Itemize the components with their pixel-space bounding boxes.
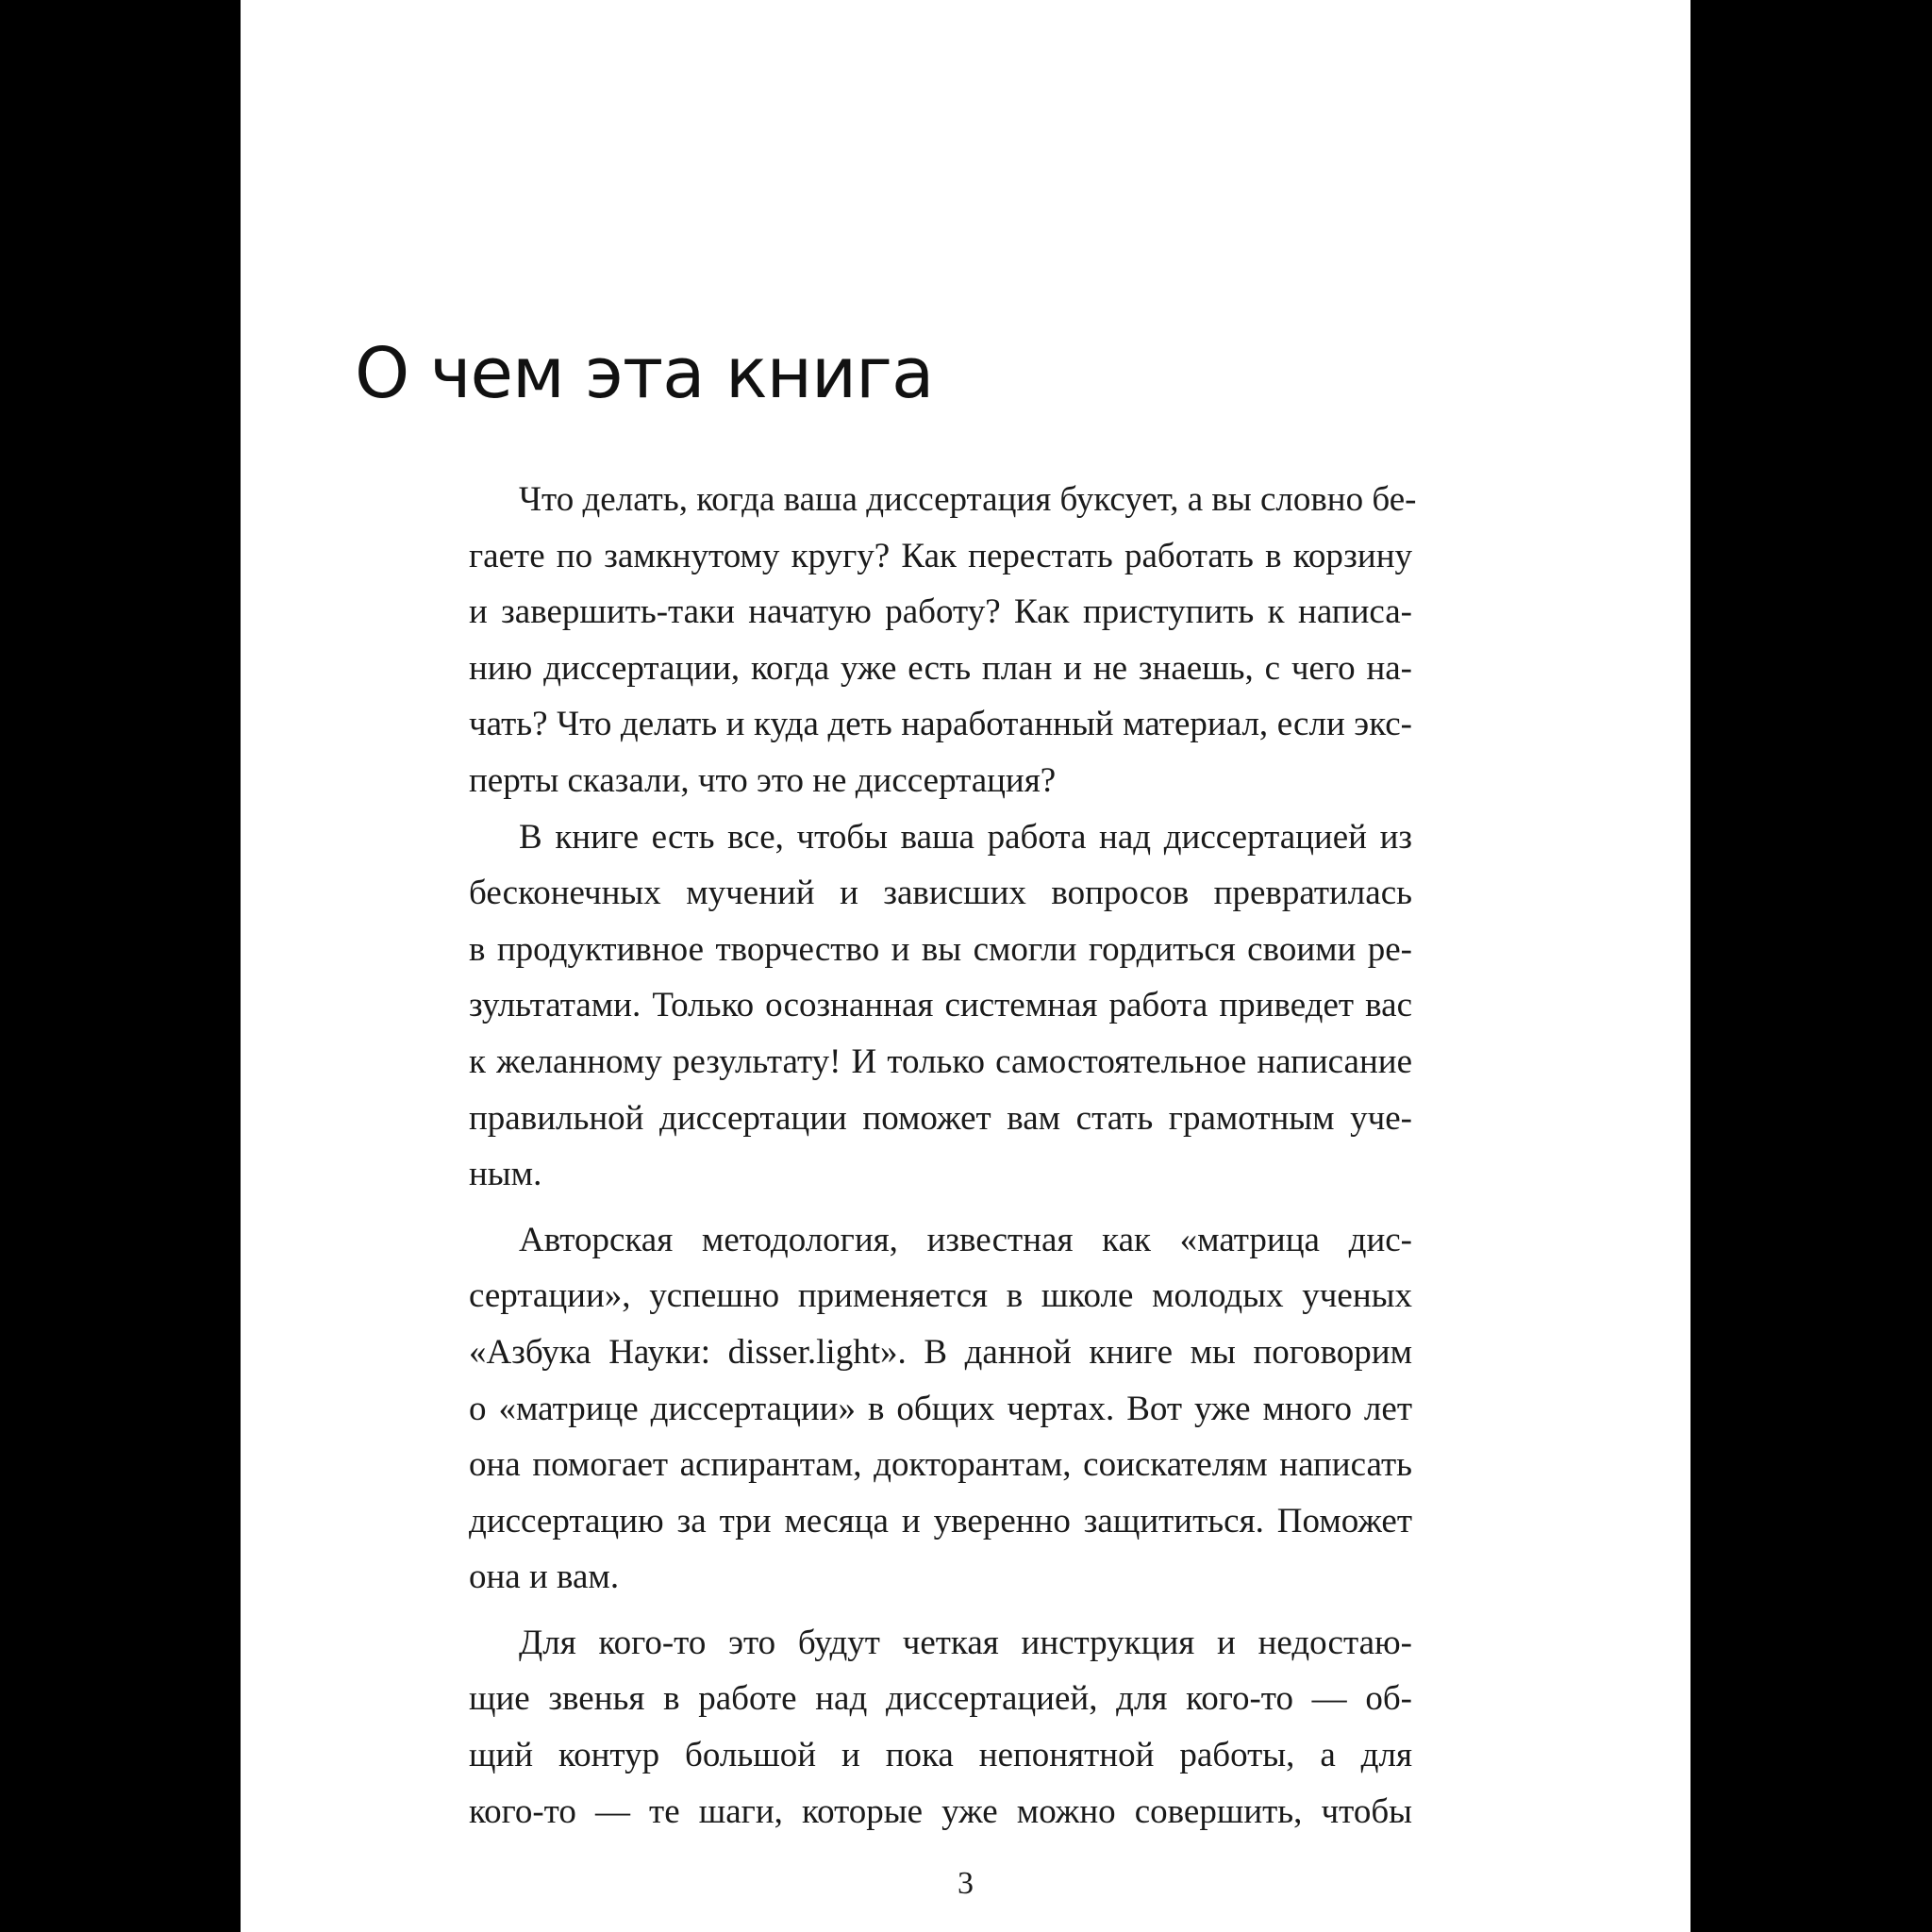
text-line: Для кого-то это будут четкая инструкция и недостаю- — [519, 1623, 1412, 1662]
paragraph-gap — [469, 1606, 1412, 1615]
text-line: она и вам. — [469, 1557, 620, 1597]
text-line: чать? Что делать и куда деть наработанный материал, если экс- — [469, 705, 1412, 744]
body-text — [469, 472, 1417, 1840]
text-line: и завершить-таки начатую работу? Как приступить к написа- — [469, 592, 1412, 632]
text-line: гаете по замкнутому кругу? Как перестать работать в корзину — [469, 536, 1412, 575]
text-line: о «матрице диссертации» в общих чертах. Вот уже много лет — [469, 1389, 1412, 1428]
text-line: сертации», успешно применяется в школе молодых ученых — [469, 1276, 1412, 1316]
text-line: в продуктивное творчество и вы смогли гордиться своими ре- — [469, 929, 1412, 969]
text-line: перты сказали, что это не диссертация? — [469, 760, 1057, 800]
text-line: щий контур большой и пока непонятной работы, а для — [469, 1736, 1412, 1775]
page-number: 3 — [958, 1866, 974, 1901]
text-line: бесконечных мучений и зависших вопросов превратилась — [469, 874, 1412, 913]
paragraph-gap — [469, 1203, 1412, 1212]
text-line: Авторская методология, известная как «матрица дис- — [519, 1220, 1412, 1259]
text-line: ным. — [469, 1155, 542, 1194]
text-line: кого-то — те шаги, которые уже можно совершить, чтобы — [469, 1791, 1412, 1831]
text-line: диссертацию за три месяца и уверенно защититься. Поможет — [469, 1501, 1412, 1541]
text-line: нию диссертации, когда уже есть план и не знаешь, с чего на- — [469, 648, 1412, 688]
text-line: правильной диссертации поможет вам стать грамотным уче- — [469, 1098, 1412, 1138]
text-line: В книге есть все, чтобы ваша работа над диссертацией из — [519, 817, 1412, 857]
book-page — [241, 0, 1690, 1932]
text-line: зультатами. Только осознанная системная работа приведет вас — [469, 986, 1412, 1025]
text-line: к желанному результату! И только самостоятельное написание — [469, 1041, 1412, 1081]
text-line: «Азбука Науки: disser.light». В данной книге мы поговорим — [469, 1332, 1412, 1372]
chapter-heading: О чем эта книга — [355, 333, 934, 414]
text-line: щие звенья в работе над диссертацией, для кого-то — об- — [469, 1679, 1412, 1719]
text-line: Что делать, когда ваша диссертация буксует, а вы словно бе- — [519, 480, 1417, 519]
text-line: она помогает аспирантам, докторантам, соискателям написать — [469, 1445, 1412, 1485]
